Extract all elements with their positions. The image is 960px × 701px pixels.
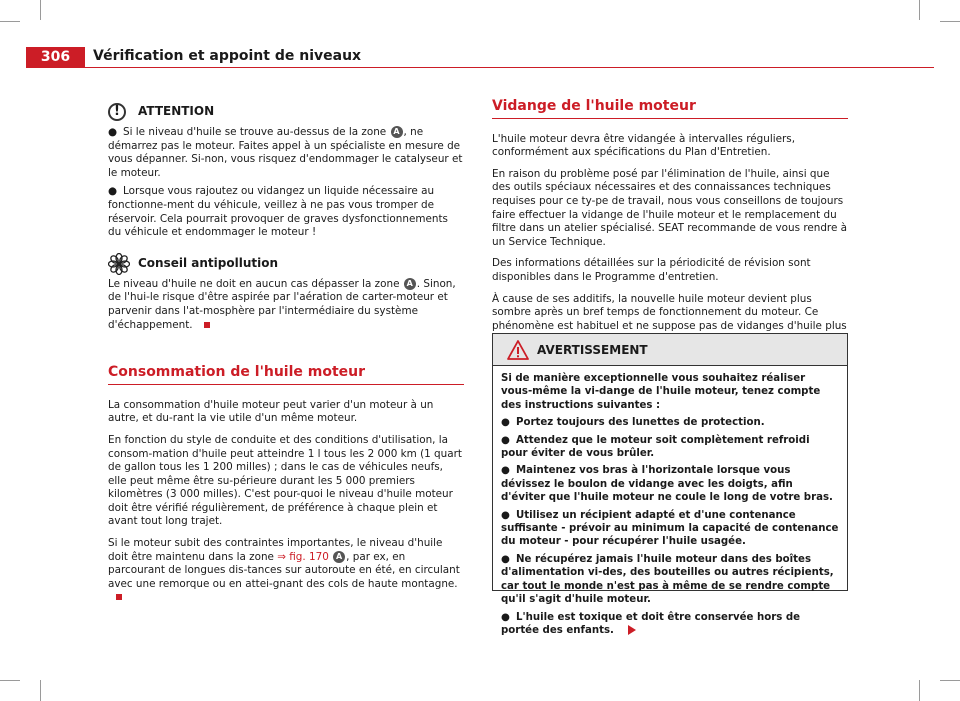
warning-header (493, 334, 847, 366)
exclamation-circle-icon: ! (108, 103, 126, 121)
attention-bullet: ● Si le niveau d'huile se trouve au-dessus de la zone A , ne démarrez pas le moteur. Faites appel à un spécialiste en mesure de vous dépanner. Si-non, vous risquez d'endommager le catalyseur et le moteur. (108, 126, 463, 179)
bullet-dot-icon: ● (501, 611, 510, 623)
crop-mark (40, 680, 41, 701)
environment-heading (108, 252, 464, 276)
environment-title: Conseil antipollution (138, 255, 279, 270)
crop-mark (40, 0, 41, 20)
section-end-marker (116, 594, 122, 600)
environment-text: Le niveau d'huile ne doit en aucun cas dépasser la zone A . Sinon, de l'hui-le risque d'être aspirée par l'aération de carter-moteur et parvenir dans l'at-mosphère par l'intermédiaire du système d'échappement. (108, 277, 456, 331)
paragraph: En raison du problème posé par l'élimination de l'huile, ainsi que des outils spéciaux nécessaires et des connaissances techniques requises pour ce ty-pe de travail, nous vous conseillons de toujours faire effectuer la vidange de l'huile moteur et le remplacement du filtre dans un atelier spécialisé. SEAT recommande de vous rendre à un Service Technique. (492, 167, 848, 248)
crop-mark (940, 21, 960, 22)
figure-reference-link[interactable]: ⇒ fig. 170 (277, 550, 329, 563)
bullet-dot-icon: ● (501, 509, 510, 521)
page-header-title: Vérification et appoint de niveaux (93, 48, 362, 64)
left-column (108, 100, 464, 613)
attention-heading (108, 100, 464, 124)
section-rule (108, 384, 464, 385)
bullet-dot-icon: ● (501, 417, 510, 429)
warning-bullet: ● L'huile est toxique et doit être conservée hors de portée des enfants. (501, 611, 801, 636)
zone-a-badge: A (333, 551, 345, 563)
crop-mark (919, 0, 920, 20)
section-end-marker (204, 322, 210, 328)
continue-arrow-icon (627, 625, 637, 635)
paragraph: Des informations détaillées sur la périodicité de révision sont disponibles dans le Programme d'entretien. (492, 257, 811, 283)
bullet-dot-icon: ● (501, 434, 510, 446)
bullet-dot-icon: ● (501, 465, 510, 477)
warning-bullet: ● Attendez que le moteur soit complètement refroidi pour éviter de vous brûler. (501, 434, 810, 460)
section-rule (492, 118, 848, 119)
zone-a-badge: A (404, 278, 416, 290)
warning-box (492, 333, 848, 636)
section-title-consumption: Consommation de l'huile moteur (108, 364, 366, 381)
page-number: 306 (26, 47, 85, 67)
bullet-dot-icon: ● (501, 553, 510, 565)
crop-mark (919, 680, 920, 701)
bullet-dot-icon: ● (108, 185, 118, 198)
paragraph: À cause de ses additifs, la nouvelle huile moteur devient plus sombre après un bref temps de fonctionnement du moteur. Ce phénomène est habituel et ne suppose pas de vidanges d'huile plus (492, 292, 847, 332)
right-column (492, 100, 848, 355)
warning-body (493, 366, 847, 647)
paragraph: Si le moteur subit des contraintes importantes, le niveau d'huile doit être maintenu dans la zone ⇒ fig. 170 A , par ex, en parcourant de longues dis-tances sur autoroute en été, en circulant avec une remorque ou en attei-gnant des cols de haute montagne. (108, 537, 464, 605)
zone-a-badge: A (391, 126, 403, 138)
warning-triangle-icon (507, 340, 529, 360)
paragraph: L'huile moteur devra être vidangée à intervalles réguliers, conformément aux spécifications du Plan d'Entretien. (492, 132, 795, 159)
section-title-oil-change: Vidange de l'huile moteur (492, 98, 696, 114)
warning-bullet: ● Maintenez vos bras à l'horizontale lorsque vous dévissez le boulon de vidange avec les doigts, afin d'éviter que l'huile moteur ne coule le long de votre bras. (501, 465, 833, 504)
warning-bullet: ● Utilisez un récipient adapté et d'une contenance suffisante - prévoir au minimum la capacité de contenance du moteur - pour récupérer l'huile usagée. (501, 509, 839, 548)
warning-title: AVERTISSEMENT (537, 342, 648, 357)
paragraph: La consommation d'huile moteur peut varier d'un moteur à un autre, et du-rant la vie utile d'un même moteur. (108, 398, 434, 425)
header-rule (26, 67, 934, 68)
crop-mark (0, 21, 20, 22)
attention-bullet: ● Lorsque vous rajoutez ou vidangez un liquide nécessaire au fonctionne-ment du véhicule, veillez à ne pas vous tromper de réservoir. Cela pourrait provoquer de graves dysfonctionnements du véhicule et endommager le moteur ! (108, 185, 448, 239)
warning-bullet: ● Ne récupérez jamais l'huile moteur dans des boîtes d'alimentation vi-des, des bouteilles ou autres récipients, car tout le monde n'est pas à même de se rendre compte qu'il s'agit d'huile moteur. (501, 553, 834, 606)
crop-mark (0, 680, 20, 681)
paragraph: En fonction du style de conduite et des conditions d'utilisation, la consom-mation d'huile peut atteindre 1 l tous les 2 000 km (1 quart de gallon tous les 1 200 milles) ; dans le cas de véhicules neufs, elle peut même être su-périeure durant les 5 000 premiers kilomètres (3 000 milles). C'est pour-quoi le niveau d'huile moteur doit être vérifié régulièrement, de préférence à chaque plein et avant tout long trajet. (108, 433, 462, 528)
attention-title: ATTENTION (138, 104, 215, 119)
flower-icon (108, 253, 130, 275)
bullet-dot-icon: ● (108, 126, 118, 138)
warning-bullet: ● Portez toujours des lunettes de protection. (501, 417, 765, 429)
warning-intro: Si de manière exceptionnelle vous souhaitez réaliser vous-même la vi-dange de l'huile moteur, tenez compte des instructions suivantes : (501, 373, 821, 411)
crop-mark (940, 680, 960, 681)
